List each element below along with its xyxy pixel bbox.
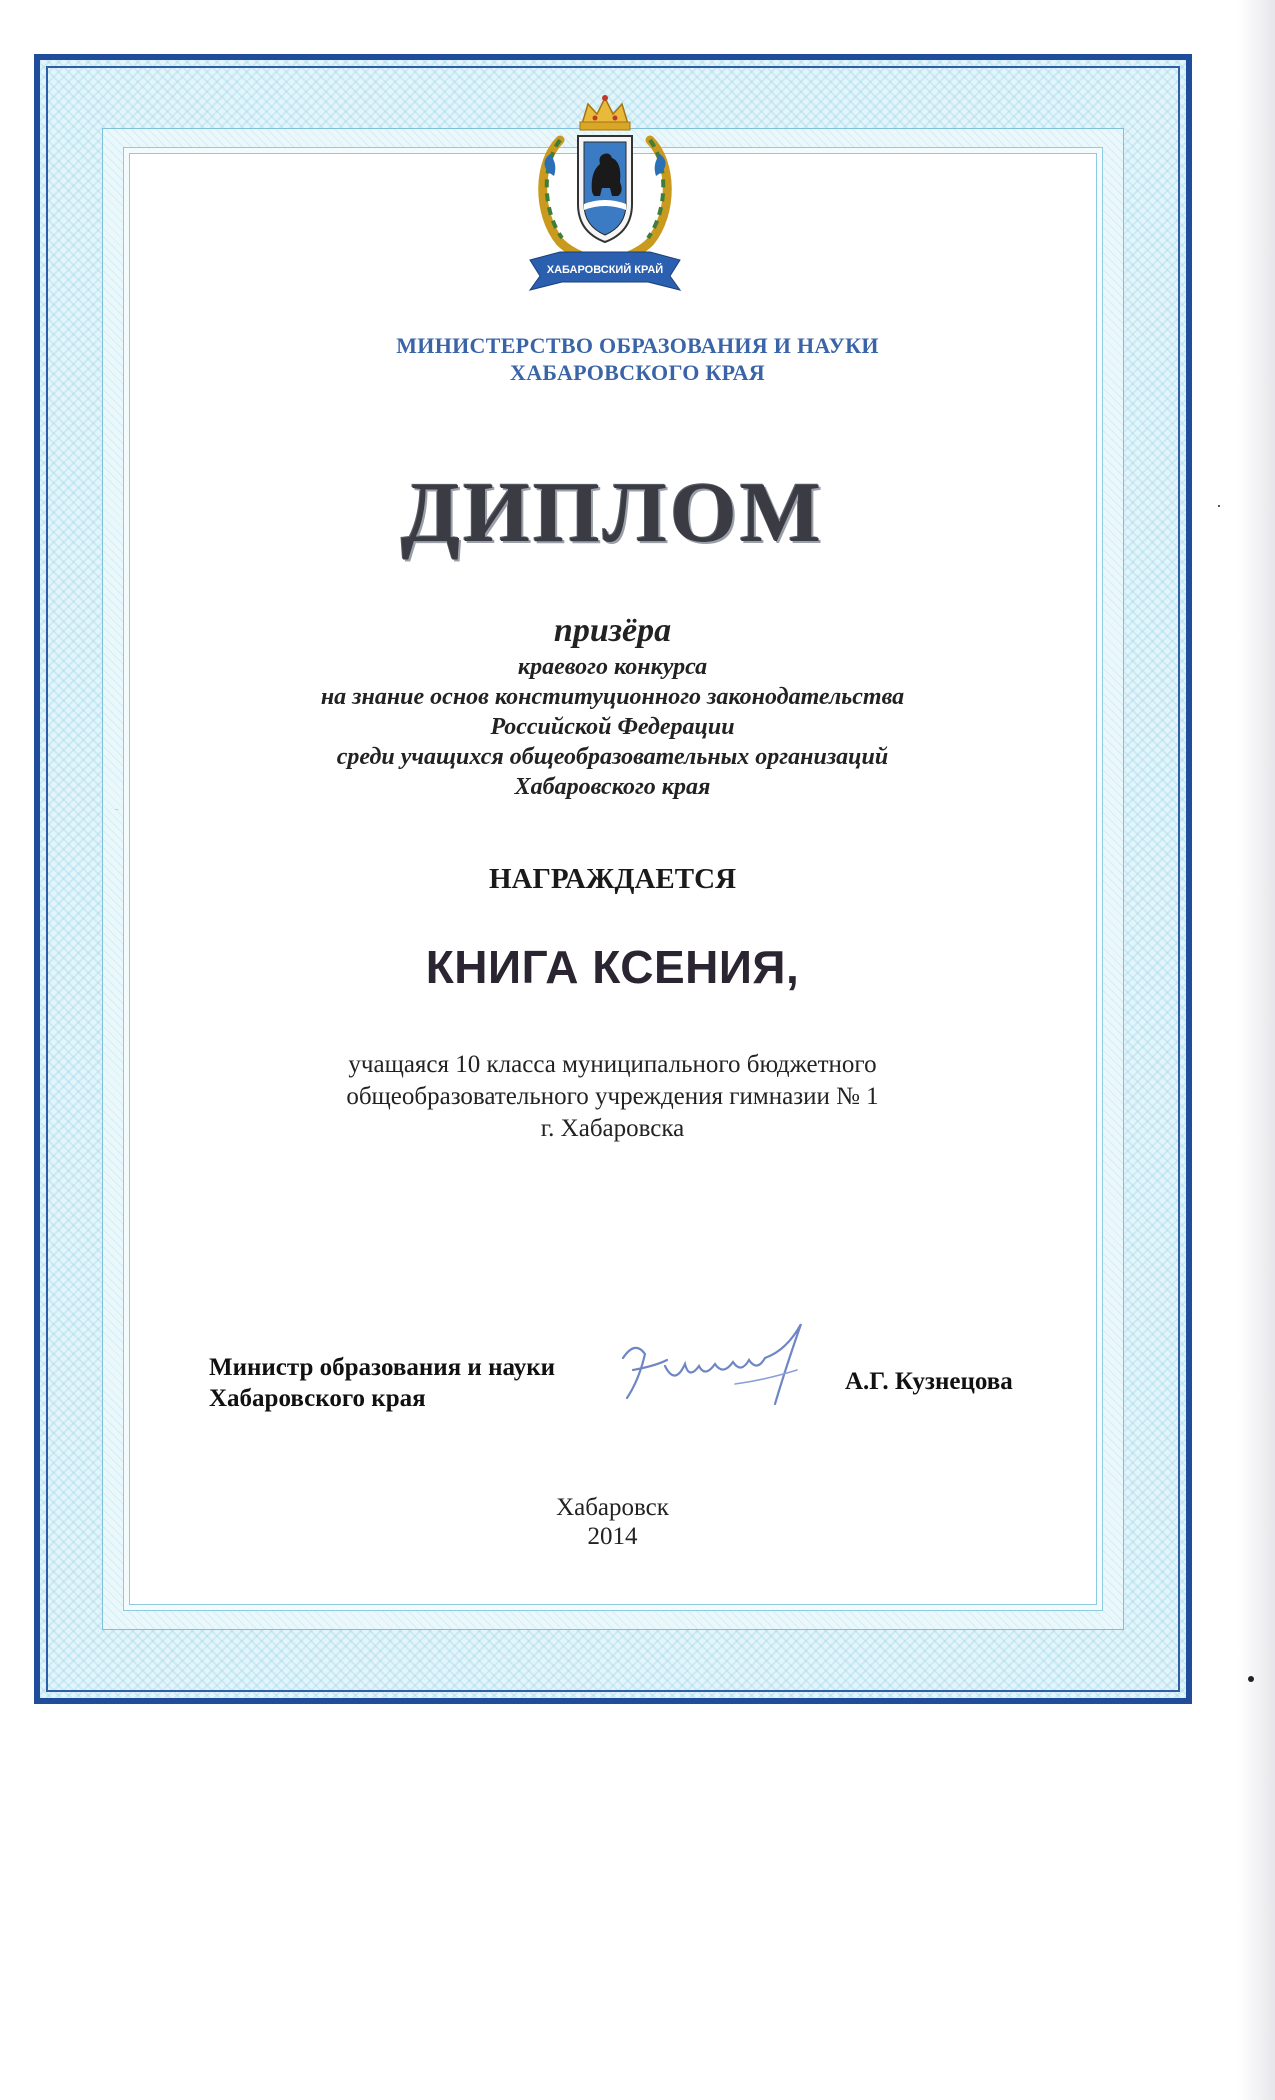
contest-description-line: Российской Федерации <box>490 714 735 740</box>
signatory-title-line1: Министр образования и науки <box>209 1354 556 1381</box>
contest-description-line: краевого конкурса <box>517 654 708 680</box>
diploma-title: ДИПЛОМ <box>400 464 825 560</box>
issue-place-date <box>0 1493 1225 1551</box>
recipient-detail-line: учащаяся 10 класса муниципального бюджетного <box>348 1051 877 1078</box>
signatory-title-line2: Хабаровского края <box>209 1385 426 1412</box>
contest-description-line: среди учащихся общеобразовательных организаций <box>336 744 889 770</box>
recipient-detail-line: общеобразовательного учреждения гимназии № 1 <box>346 1083 879 1110</box>
signatory-title <box>209 1352 555 1414</box>
ministry-name-line1: МИНИСТЕРСТВО ОБРАЗОВАНИЯ И НАУКИ <box>396 333 879 358</box>
signature-text: Кузнецо <box>115 810 119 811</box>
scan-edge <box>1238 0 1275 2100</box>
ministry-name-line2: ХАБАРОВСКОГО КРАЯ <box>510 360 765 385</box>
crown-icon <box>580 95 630 130</box>
diploma-subtitle: призёра <box>553 612 672 649</box>
coat-of-arms-icon <box>520 92 690 297</box>
recipient-name: КНИГА КСЕНИЯ, <box>425 941 800 993</box>
signatory-name: А.Г. Кузнецова <box>845 1368 1013 1395</box>
awarded-label: НАГРАЖДАЕТСЯ <box>488 863 737 895</box>
scan-speck <box>1248 1676 1254 1682</box>
emblem-ribbon-text: ХАБАРОВСКИЙ КРАЙ <box>546 264 664 276</box>
contest-description-line: Хабаровского края <box>514 774 711 800</box>
issue-year: 2014 <box>587 1523 638 1550</box>
recipient-detail-line: г. Хабаровска <box>540 1115 685 1142</box>
contest-description-line: на знание основ конституционного законодательства <box>320 684 905 710</box>
issue-city: Хабаровск <box>556 1494 669 1521</box>
